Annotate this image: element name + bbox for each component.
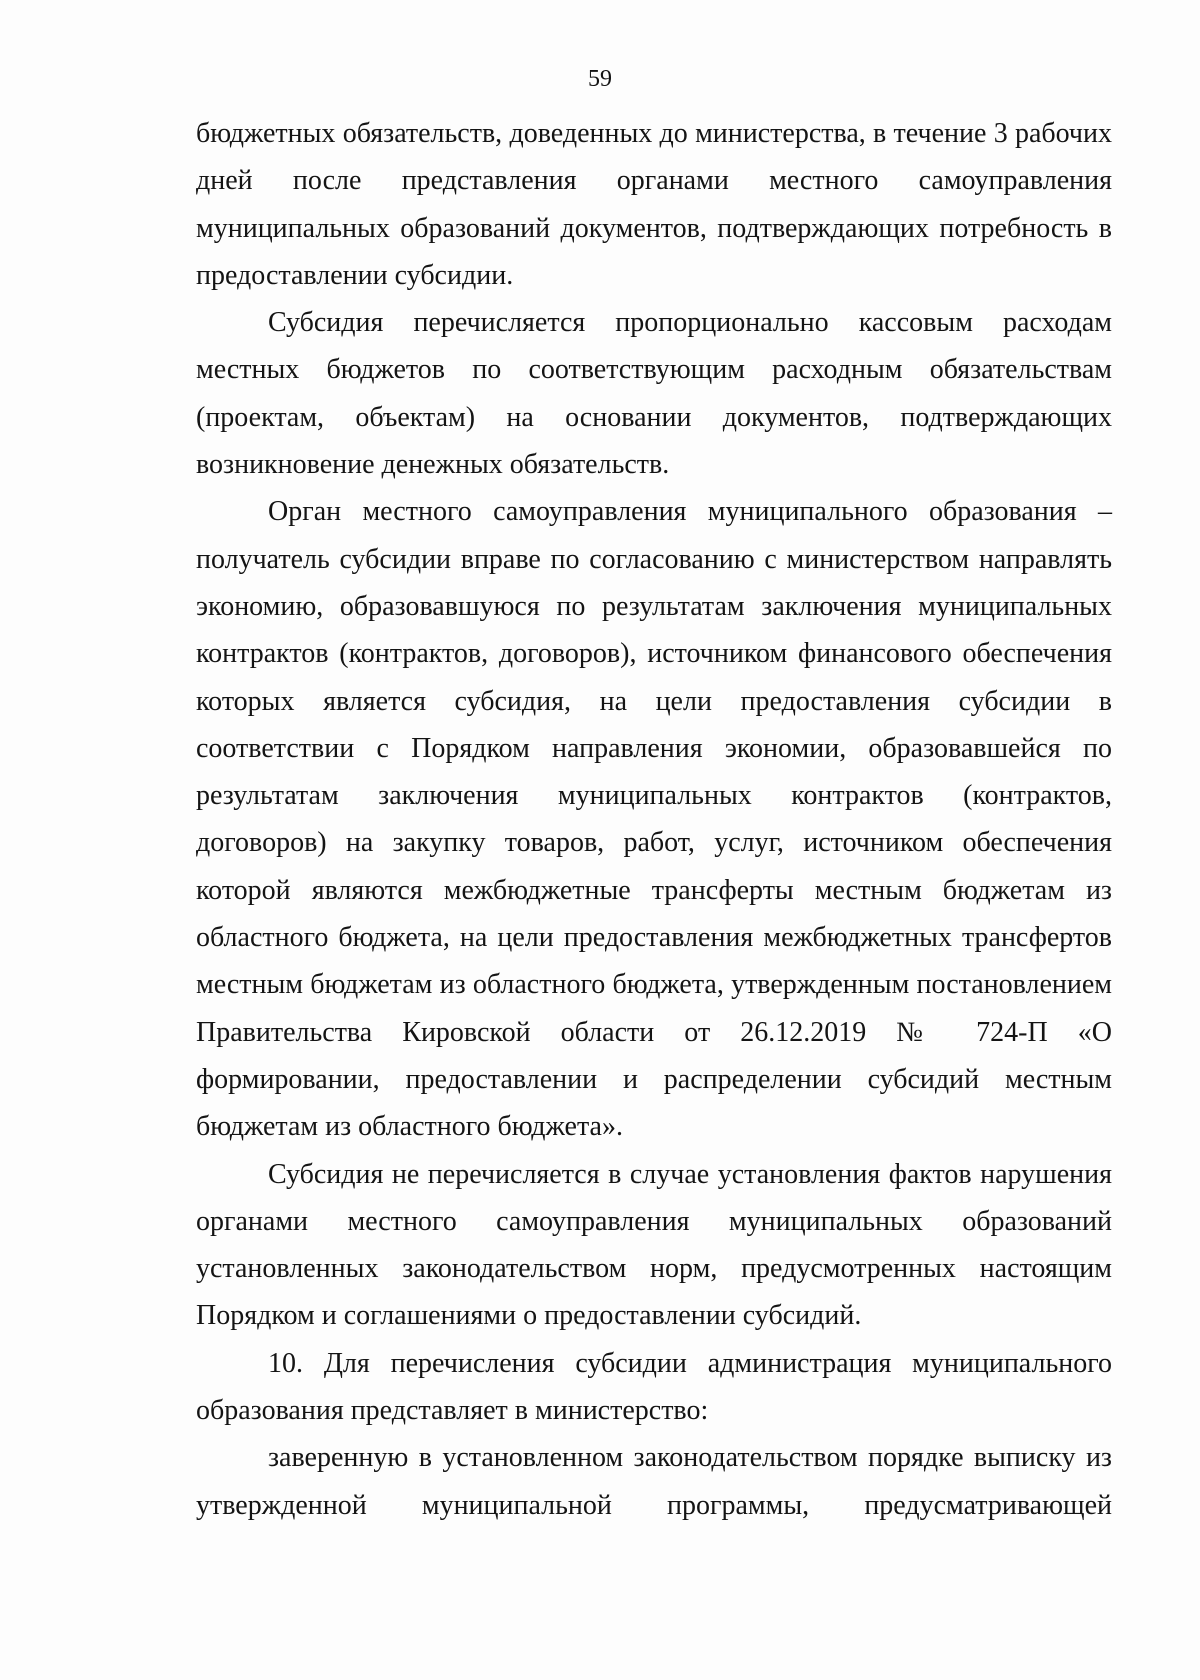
page-number: 59: [588, 66, 612, 92]
paragraph: Субсидия не перечисляется в случае установления фактов нарушения органами местного самоуправления муниципальных образований установленных законодательством норм, предусмотренных настоящим Порядком и соглашениями о предоставлении субсидий.: [196, 1158, 1112, 1332]
paragraph: бюджетных обязательств, доведенных до министерства, в течение 3 рабочих дней после представления органами местного самоуправления муниципальных образований документов, подтверждающих потребность в предоставлении субсидии.: [196, 118, 1112, 291]
document-body: [196, 110, 1112, 1529]
paragraph: Орган местного самоуправления муниципального образования – получатель субсидии вправе по согласованию с министерством направлять экономию, образовавшуюся по результатам заключения муниципальных контрактов (контрактов, договоров), источником финансового обеспечения которых является субсидия, на цели предоставления субсидии в соответствии с Порядком направления экономии, образовавшейся по результатам заключения муниципальных контрактов (контрактов, договоров) на закупку товаров, работ, услуг, источником обеспечения которой являются межбюджетные трансферты местным бюджетам из областного бюджета, на цели предоставления межбюджетных трансфертов местным бюджетам из областного бюджета, утвержденным постановлением Правительства Кировской области от 26.12.2019 № 724-П «О формировании, предоставлении и распределении субсидий местным бюджетам из областного бюджета».: [196, 496, 1112, 1143]
paragraph: 10. Для перечисления субсидии администрация муниципального образования представляет в министерство:: [196, 1347, 1112, 1427]
paragraph: заверенную в установленном законодательством порядке выписку из утвержденной муниципальной программы, предусматривающей: [196, 1442, 1112, 1521]
paragraph: Субсидия перечисляется пропорционально кассовым расходам местных бюджетов по соответствующим расходным обязательствам (проектам, объектам) на основании документов, подтверждающих возникновение денежных обязательств.: [196, 307, 1112, 481]
